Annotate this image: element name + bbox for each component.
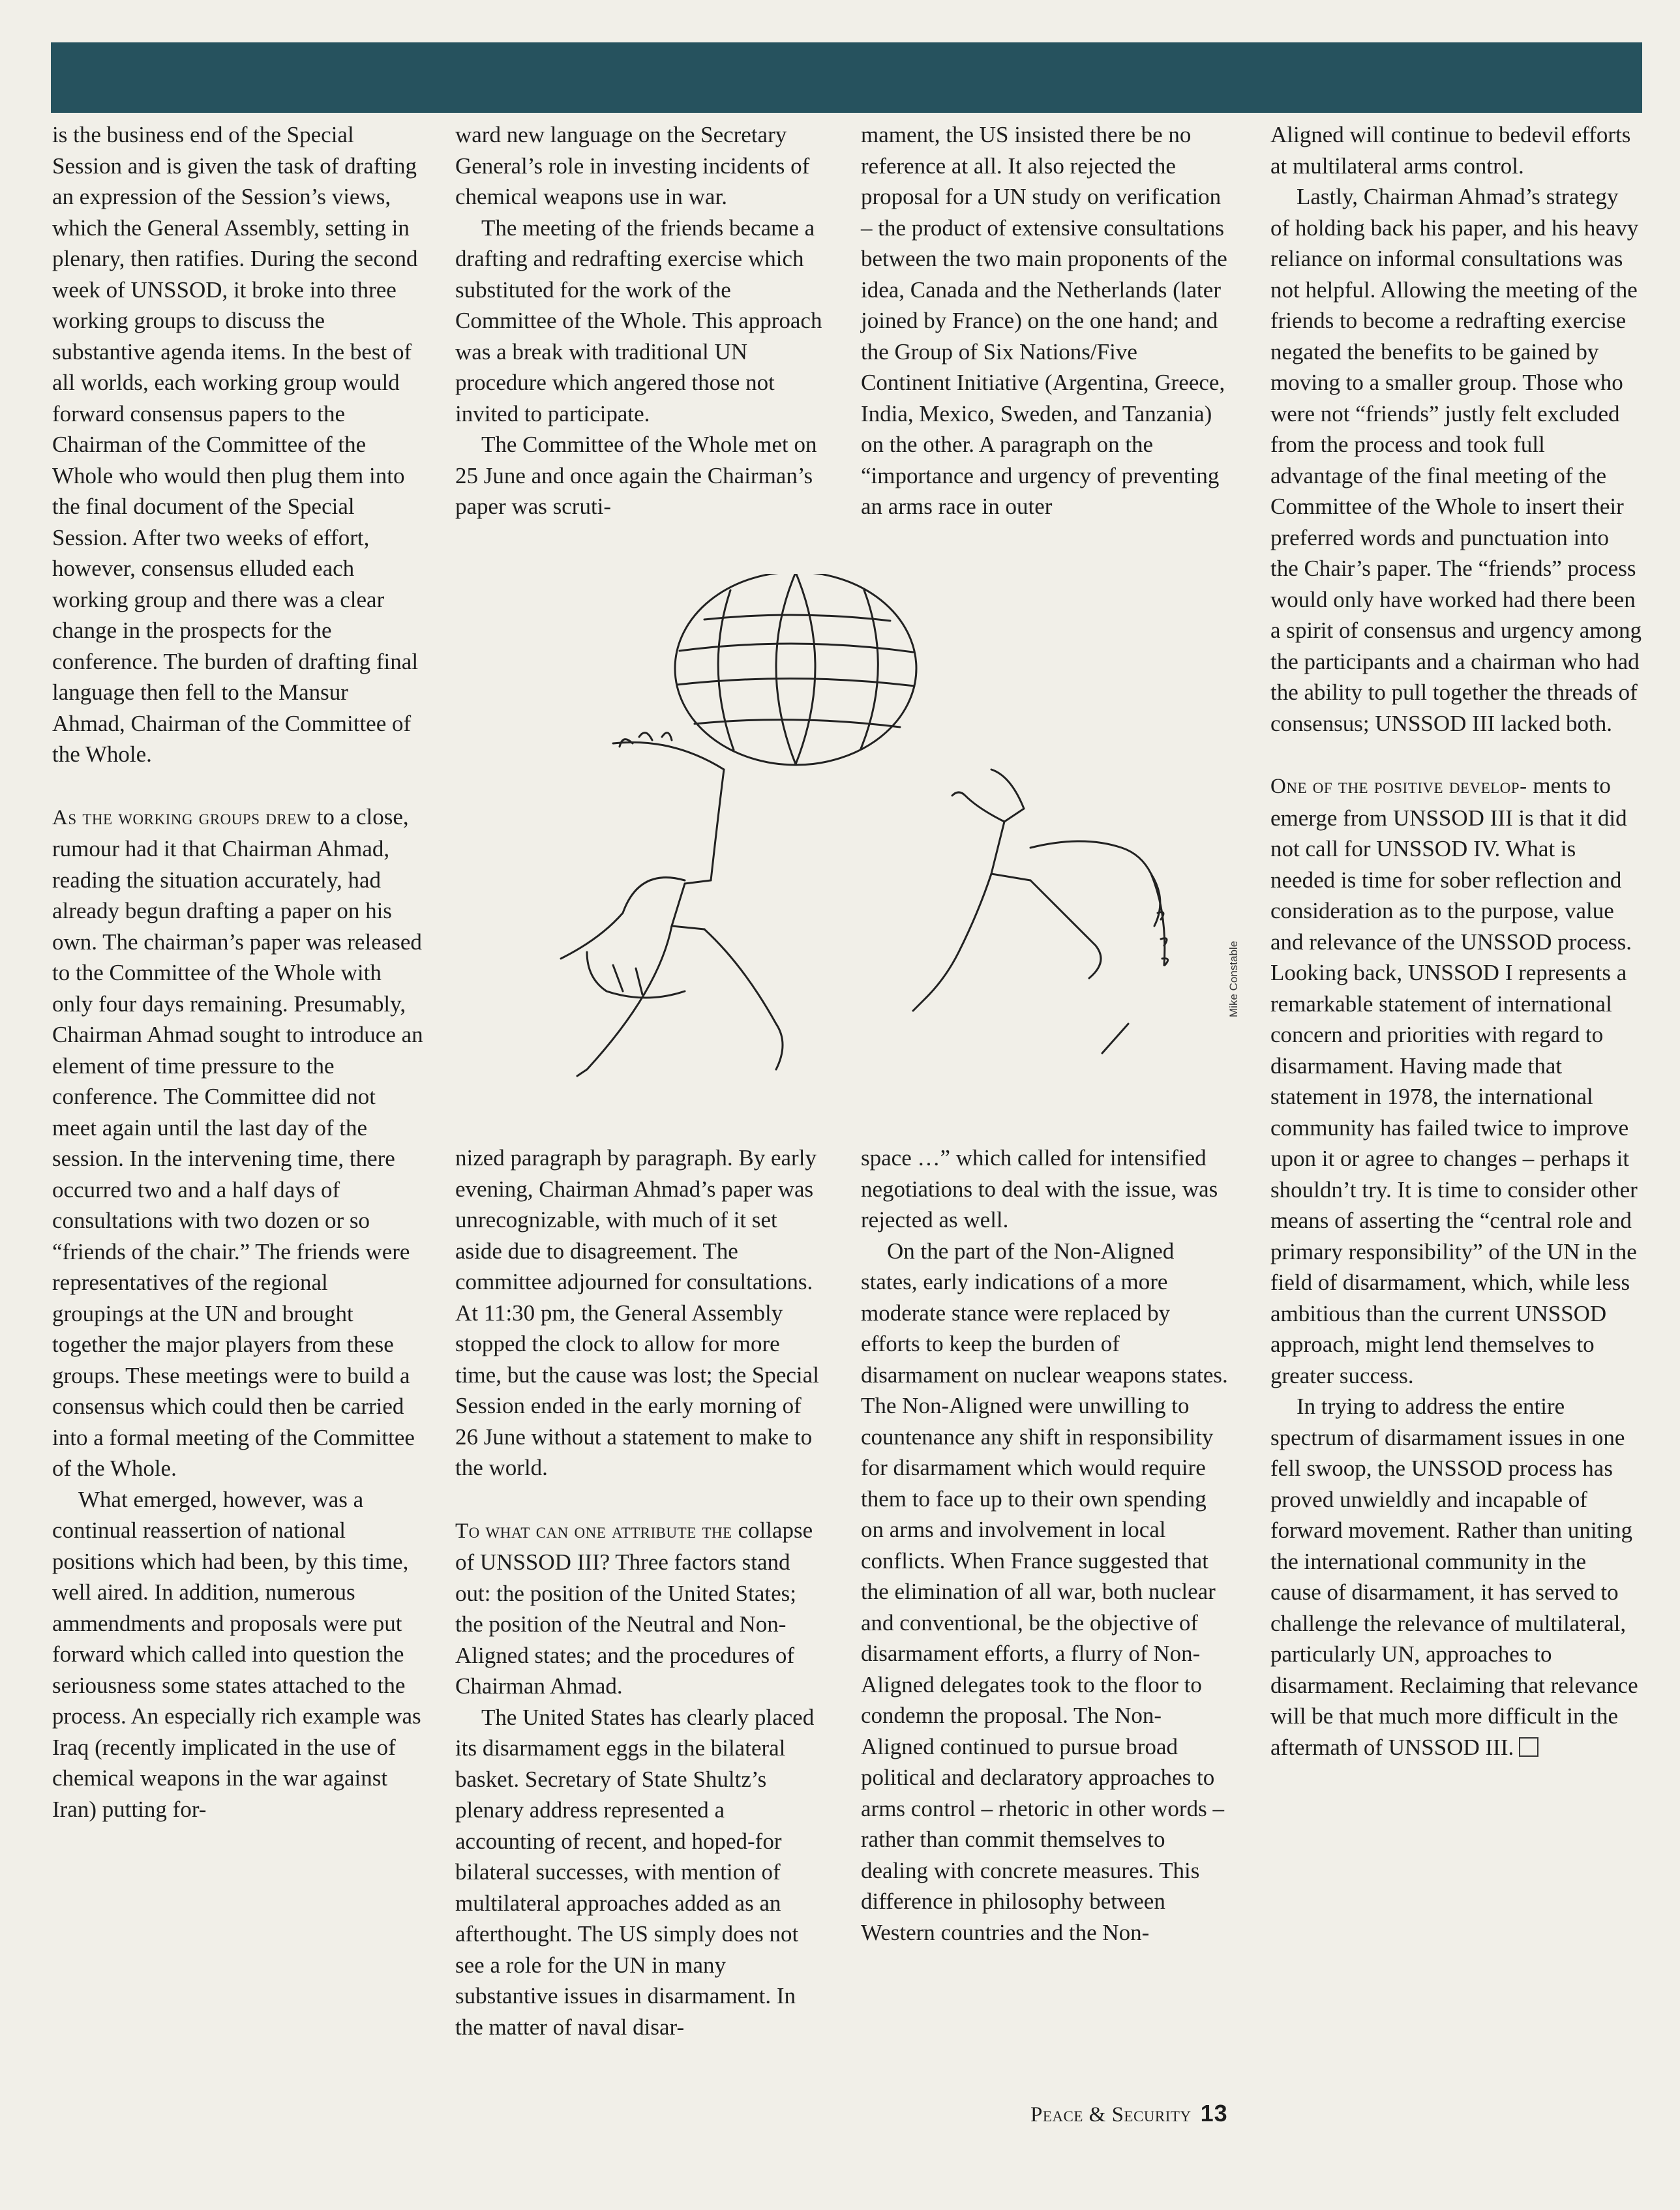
left-figure bbox=[561, 769, 783, 1076]
section-lead: To what can one attribute the bbox=[455, 1519, 732, 1543]
paragraph: is the business end of the Special Session and is given the task of drafting an expression of the Session’s views, which the General Assembly, setting in plenary, then ratifies. During the second week of UNSSOD, it broke into three working groups to discuss the substantive agenda items. In the best of all worlds, each working group would forward consensus papers to the Chairman of the Committee of the Whole who would then plug them into the final document of the Special Session. After two weeks of effort, however, consensus elluded each working group and there was a clear change in the prospects for the conference. The burden of drafting final language then fell to the Mansur Ahmad, Chairman of the Committee of the Whole. bbox=[52, 122, 419, 767]
article-column-1 bbox=[52, 119, 424, 1825]
article-column-4 bbox=[1270, 119, 1642, 1763]
paragraph: ward new language on the Secretary General’s role in investing incidents of chemical weapons use in war. bbox=[455, 122, 810, 209]
article-column-2-bottom bbox=[455, 1142, 827, 2042]
paragraph bbox=[1270, 1391, 1642, 1763]
section-paragraph bbox=[455, 1515, 827, 1702]
section-lead: As the working groups drew bbox=[52, 805, 311, 829]
section-paragraph bbox=[1270, 770, 1642, 1391]
illustration-credit: Mike Constable bbox=[1227, 940, 1240, 1017]
paragraph-text: In trying to address the entire spectrum of disarmament issues in one fell swoop, the UNSSOD process has proved unwieldly and incapable of forward movement. Rather than uniting the international community in the cause of disarmament, it has served to challenge the relevance of multilateral, particularly UN, approaches to disarmament. Reclaiming that relevance will be that much more difficult in the aftermath of UNSSOD III. bbox=[1270, 1394, 1638, 1760]
paragraph: mament, the US insisted there be no reference at all. It also rejected the proposal for a UN study on verification – the product of extensive consultations between the two main proponents of the idea, Canada and the Netherlands (later joined by France) on the one hand; and the Group of Six Nations/Five Continent Initiative (Argentina, Greece, India, Mexico, Sweden, and Tanzania) on the other. A paragraph on the “importance and urgency of preventing an arms race in outer bbox=[861, 122, 1227, 519]
right-figure bbox=[913, 769, 1160, 1011]
shadow-line bbox=[1102, 1024, 1128, 1053]
section-lead: One of the positive develop- bbox=[1270, 775, 1527, 798]
end-mark-icon bbox=[1519, 1737, 1538, 1757]
paragraph-text: to a close, rumour had it that Chairman Ahmad, reading the situation accurately, had already begun drafting a paper on his own. The chairman’s paper was released to the Committee of the Whole with only four days remaining. Presumably, Chairman Ahmad sought to introduce an element of time pressure to the conference. The Committee did not meet again until the last day of the session. In the intervening time, there occurred two and a half days of consultations with two dozen or so “friends of the chair.” The friends were representatives of the regional groupings at the UN and brought together the major players from these groups. These meetings were to build a consensus which could then be carried into a formal meeting of the Committee of the Whole. bbox=[52, 803, 423, 1481]
paragraph: On the part of the Non-Aligned states, early indications of a more moderate stance were replaced by efforts to keep the burden of disarmament on nuclear weapons states. The Non-Aligned were unwilling to countenance any shift in responsibility for disarmament which would require them to face up to their own spending on arms and involvement in local conflicts. When France suggested that the elimination of all war, both nuclear and conventional, be the objective of disarmament efforts, a flurry of Non-Aligned delegates took to the floor to condemn the proposal. The Non-Aligned continued to pursue broad political and declaratory approaches to arms control – rhetoric in other words – rather than commit themselves to dealing with concrete measures. This difference in philosophy between Western countries and the Non- bbox=[861, 1238, 1228, 1945]
paragraph-text: collapse of UNSSOD III? Three factors stand out: the position of the United States; the position of the Neutral and Non-Aligned states; and the procedures of Chairman Ahmad. bbox=[455, 1517, 813, 1699]
illustration-globe-figures bbox=[509, 574, 1239, 1141]
olive-branch-right bbox=[1151, 874, 1168, 965]
article-column-3-bottom bbox=[861, 1142, 1233, 1948]
paragraph: The meeting of the friends became a drafting and redrafting exercise which substituted for the work of the Committee of the Whole. This approach was a break with traditional UN procedure which angered those not invited to participate. bbox=[455, 215, 822, 426]
paragraph: Aligned will continue to bedevil efforts at multilateral arms control. bbox=[1270, 122, 1631, 179]
article-column-2-top bbox=[455, 119, 827, 522]
paragraph: space …” which called for intensified negotiations to deal with the issue, was rejected as well. bbox=[861, 1145, 1218, 1232]
globe-icon bbox=[675, 574, 916, 765]
article-column-3-top bbox=[861, 119, 1233, 522]
header-band bbox=[51, 42, 1642, 113]
section-paragraph bbox=[52, 801, 424, 1484]
paragraph: What emerged, however, was a continual reassertion of national positions which had been, by this time, well aired. In addition, numerous ammendments and proposals were put forward which called into question the seriousness some states attached to the process. An especially rich example was Iraq (recently implicated in the use of chemical weapons in the war against Iran) putting for- bbox=[52, 1486, 421, 1822]
paragraph: The Committee of the Whole met on 25 June and once again the Chairman’s paper was scruti- bbox=[455, 432, 817, 519]
paragraph: Lastly, Chairman Ahmad’s strategy of holding back his paper, and his heavy reliance on informal consultations was not helpful. Allowing the meeting of the friends to become a redrafting exercise negated the benefits to be gained by moving to a smaller group. Those who were not “friends” justly felt excluded from the process and took full advantage of the final meeting of the Committee of the Whole to insert their preferred words and punctuation into the Chair’s paper. The “friends” process would only have worked had there been a spirit of consensus and urgency among the participants and a chairman who had the ability to pull together the threads of consensus; UNSSOD III lacked both. bbox=[1270, 184, 1642, 736]
page-number: 13 bbox=[1200, 2100, 1228, 2127]
paragraph-text: ments to emerge from UNSSOD III is that it did not call for UNSSOD IV. What is needed is time for sober reflection and consideration as to the purpose, value and relevance of the UNSSOD process. Looking back, UNSSOD I represents a remarkable statement of international concern and priorities with regard to disarmament. Having made that statement in 1978, the international community has failed twice to improve upon it or agree to changes – perhaps it shouldn’t try. It is time to consider other means of asserting the “central role and primary responsibility” of the UN in the field of disarmament, which, while less ambitious than the current UNSSOD approach, might lend themselves to greater success. bbox=[1270, 773, 1638, 1388]
magazine-name: Peace & Security bbox=[1030, 2103, 1192, 2127]
page-footer bbox=[1030, 2100, 1228, 2127]
paragraph: nized paragraph by paragraph. By early evening, Chairman Ahmad’s paper was unrecognizable, with much of it set aside due to disagreement. The committee adjourned for consultations. At 11:30 pm, the General Assembly stopped the clock to allow for more time, but the cause was lost; the Special Session ended in the early morning of 26 June without a statement to make to the world. bbox=[455, 1145, 819, 1480]
olive-branch-left bbox=[613, 733, 724, 769]
paragraph: The United States has clearly placed its disarmament eggs in the bilateral basket. Secretary of State Shultz’s plenary address represented a accounting of recent, and hoped-for bilateral successes, with mention of multilateral approaches added as an afterthought. The US simply does not see a role for the UN in many substantive issues in disarmament. In the matter of naval disar- bbox=[455, 1704, 815, 2040]
